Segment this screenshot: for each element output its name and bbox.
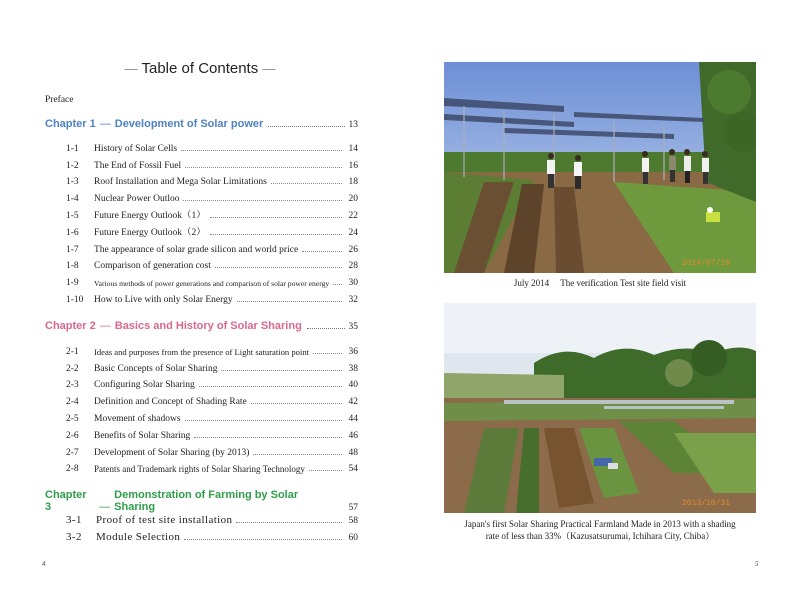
- section-number: 1-2: [66, 160, 79, 171]
- section-page: 20: [348, 194, 358, 205]
- section-page: 24: [348, 227, 358, 238]
- chapter-dash: —: [99, 501, 111, 513]
- section-title: History of Solar Cells: [94, 143, 178, 154]
- section-number: 1-7: [66, 244, 79, 255]
- section-number: 2-2: [66, 363, 79, 374]
- section-title: Development of Solar Sharing (by 2013): [94, 447, 250, 458]
- leader-dots: [309, 470, 342, 471]
- section-page: 36: [348, 346, 358, 357]
- section-title: The End of Fossil Fuel: [94, 160, 182, 171]
- leader-dots: [236, 522, 342, 523]
- leader-dots: [184, 539, 342, 540]
- section-number: 1-1: [66, 143, 79, 154]
- leader-dots: [333, 284, 342, 285]
- section-number: 1-9: [66, 278, 79, 289]
- section-title: The appearance of solar grade silicon and world price: [94, 244, 299, 255]
- preface-entry[interactable]: Preface: [45, 95, 74, 105]
- toc-row[interactable]: [66, 171, 358, 188]
- section-page: 46: [348, 430, 358, 441]
- section-title: How to Live with only Solar Energy: [94, 294, 233, 305]
- section-page: 38: [348, 363, 358, 374]
- section-number: 2-4: [66, 397, 79, 408]
- section-number: 1-5: [66, 210, 79, 221]
- leader-dots: [313, 353, 342, 354]
- section-number: 2-8: [66, 464, 79, 475]
- section-page: 44: [348, 413, 358, 424]
- toc-row[interactable]: [66, 407, 358, 424]
- chapter-3-sections: [66, 509, 358, 543]
- section-number: 1-10: [66, 294, 84, 305]
- photo-caption-1: July 2014 The verification Test site field visit: [513, 278, 687, 288]
- toc-row[interactable]: [66, 526, 358, 543]
- leader-dots: [307, 328, 345, 329]
- toc-row[interactable]: [66, 357, 358, 374]
- toc-row[interactable]: [66, 441, 358, 458]
- toc-row[interactable]: [66, 204, 358, 221]
- section-title: Ideas and purposes from the presence of Light saturation point: [94, 346, 310, 357]
- section-page: 26: [348, 244, 358, 255]
- section-number: 3-2: [66, 531, 82, 543]
- page-number-left: 4: [42, 560, 46, 568]
- leader-dots: [221, 370, 342, 371]
- toc-row[interactable]: [66, 390, 358, 407]
- leader-dots: [302, 251, 342, 252]
- toc-row[interactable]: [66, 458, 358, 475]
- leader-dots: [194, 437, 342, 438]
- caption-line-1: Japan's first Solar Sharing Practical Farmland Made in 2013 with a shading: [464, 519, 736, 529]
- toc-title: [0, 60, 400, 77]
- leader-dots: [210, 234, 342, 235]
- right-page: [400, 0, 800, 600]
- chapter-page: 57: [348, 503, 358, 513]
- toc-row[interactable]: [66, 221, 358, 238]
- toc-row[interactable]: [66, 187, 358, 204]
- chapter-dash: —: [99, 118, 111, 130]
- chapter-1-heading[interactable]: [45, 118, 358, 130]
- farmland-photo: [444, 303, 756, 513]
- section-page: 40: [348, 380, 358, 391]
- leader-dots: [253, 454, 342, 455]
- section-number: 3-1: [66, 514, 82, 526]
- datestamp: 2014/07/18: [681, 259, 730, 268]
- section-title: Patents and Trademark rights of Solar Sharing Technology: [94, 464, 305, 475]
- section-title: Movement of shadows: [94, 413, 181, 424]
- chapter-label: Chapter 3: [45, 489, 87, 513]
- toc-row[interactable]: [66, 424, 358, 441]
- section-title: Proof of test site installation: [96, 514, 233, 526]
- section-page: 60: [348, 533, 358, 543]
- section-title: Comparison of generation cost: [94, 261, 211, 272]
- toc-row[interactable]: [66, 238, 358, 255]
- chapter-title: Development of Solar power: [114, 118, 264, 130]
- section-number: 2-3: [66, 380, 79, 391]
- section-number: 1-6: [66, 227, 79, 238]
- section-title: Module Selection: [96, 531, 181, 543]
- section-title: Benefits of Solar Sharing: [94, 430, 191, 441]
- chapter-label: Chapter 2: [45, 320, 96, 332]
- page-number-right: 5: [755, 560, 759, 568]
- caption-line-2: rate of less than 33%（Kazusatsurumai, Ichihara City, Chiba）: [485, 531, 715, 541]
- leader-dots: [271, 183, 342, 184]
- section-page: 58: [348, 516, 358, 526]
- chapter-title: Demonstration of Farming by Solar Sharing: [114, 489, 299, 513]
- toc-row[interactable]: [66, 340, 358, 357]
- section-number: 2-1: [66, 346, 79, 357]
- chapter-page: 13: [348, 120, 358, 130]
- section-page: 18: [348, 177, 358, 188]
- leader-dots: [210, 217, 342, 218]
- section-title: Future Energy Outlook（2）: [94, 227, 206, 238]
- leader-dots: [185, 420, 342, 421]
- leader-dots: [215, 267, 342, 268]
- section-number: 2-5: [66, 413, 79, 424]
- section-page: 28: [348, 261, 358, 272]
- photo-practical-farmland: [444, 303, 756, 513]
- leader-dots: [185, 167, 342, 168]
- section-page: 22: [348, 210, 358, 221]
- section-page: 42: [348, 397, 358, 408]
- chapter-dash: —: [99, 320, 111, 332]
- title-dash-left: —: [124, 61, 138, 76]
- datestamp: 2013/10/31: [681, 499, 730, 508]
- section-title: Various methods of power generations and comparison of solar power energy: [94, 279, 330, 289]
- chapter-2-heading[interactable]: [45, 320, 358, 332]
- toc-row[interactable]: [66, 137, 358, 154]
- section-page: 30: [348, 278, 358, 289]
- toc-row[interactable]: [66, 255, 358, 272]
- photo-caption-2: [440, 518, 760, 542]
- section-page: 14: [348, 143, 358, 154]
- leader-dots: [199, 386, 342, 387]
- section-page: 48: [348, 447, 358, 458]
- chapter-page: 35: [348, 322, 358, 332]
- toc-row[interactable]: [66, 509, 358, 526]
- section-number: 2-6: [66, 430, 79, 441]
- title-dash-right: —: [262, 61, 276, 76]
- section-title: Nuclear Power Outloo: [94, 194, 180, 205]
- photo-test-site-visit: [444, 62, 756, 273]
- section-number: 1-8: [66, 261, 79, 272]
- section-page: 54: [348, 464, 358, 475]
- leader-dots: [181, 150, 342, 151]
- leader-dots: [251, 403, 342, 404]
- toc-row[interactable]: [66, 154, 358, 171]
- chapter-title: Basics and History of Solar Sharing: [114, 320, 302, 332]
- section-page: 32: [348, 294, 358, 305]
- section-title: Roof Installation and Mega Solar Limitations: [94, 177, 267, 188]
- section-number: 1-4: [66, 194, 79, 205]
- section-number: 2-7: [66, 447, 79, 458]
- section-title: Definition and Concept of Shading Rate: [94, 397, 247, 408]
- chapter-1-sections: [66, 137, 358, 305]
- toc-row[interactable]: [66, 271, 358, 288]
- section-title: Future Energy Outlook（1）: [94, 210, 206, 221]
- toc-row[interactable]: [66, 288, 358, 305]
- leader-dots: [237, 301, 342, 302]
- field-visit-photo: [444, 62, 756, 273]
- leader-dots: [268, 126, 344, 127]
- chapter-2-sections: [66, 340, 358, 474]
- toc-row[interactable]: [66, 374, 358, 391]
- section-title: Basic Concepts of Solar Sharing: [94, 363, 218, 374]
- toc-title-text: Table of Contents: [141, 60, 259, 77]
- leader-dots: [183, 200, 342, 201]
- chapter-label: Chapter 1: [45, 118, 96, 130]
- section-page: 16: [348, 160, 358, 171]
- section-title: Configuring Solar Sharing: [94, 380, 195, 391]
- section-number: 1-3: [66, 177, 79, 188]
